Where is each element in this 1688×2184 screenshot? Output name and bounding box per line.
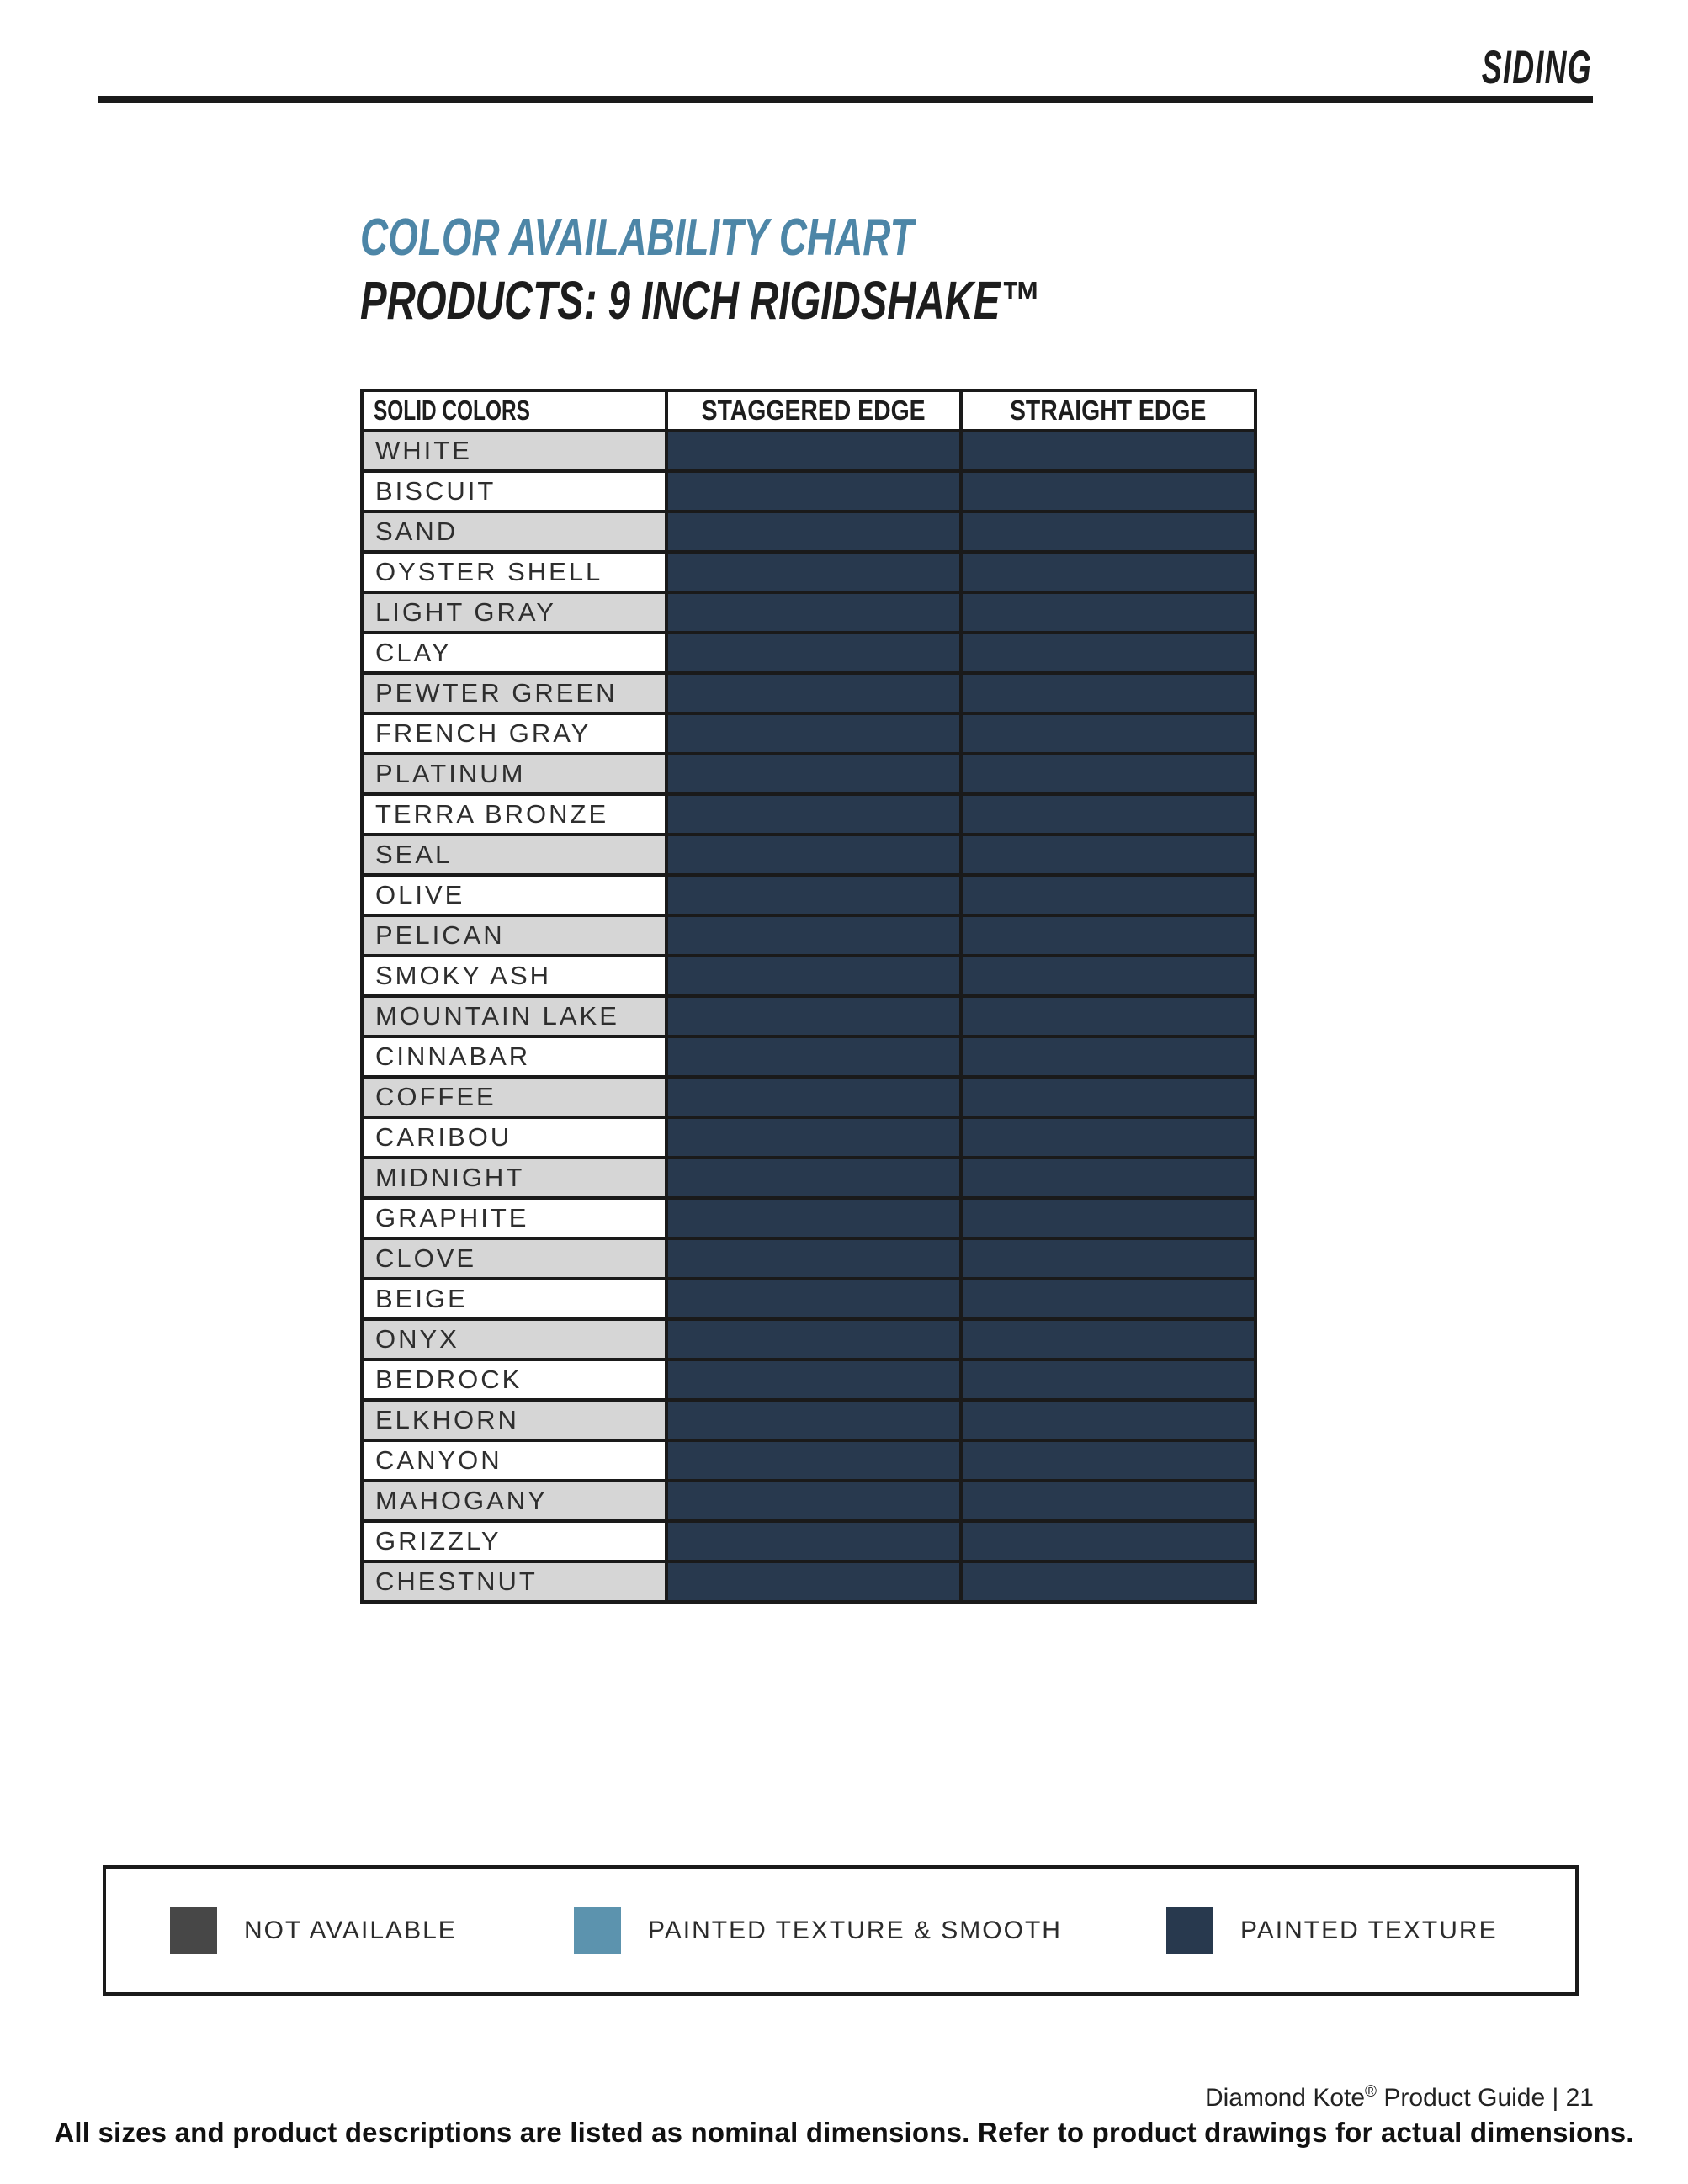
color-name-cell: OLIVE [362, 875, 666, 915]
availability-cell-straight [961, 552, 1255, 592]
availability-cell-straight [961, 875, 1255, 915]
column-header-solid-colors [362, 390, 666, 431]
availability-cell-staggered [666, 1360, 961, 1400]
availability-cell-straight [961, 956, 1255, 996]
table-row [362, 835, 1255, 875]
painted-texture-smooth-swatch [574, 1907, 621, 1954]
availability-cell-staggered [666, 592, 961, 633]
availability-cell-straight [961, 915, 1255, 956]
table-row [362, 915, 1255, 956]
table-row [362, 1117, 1255, 1158]
table-row [362, 592, 1255, 633]
color-availability-table [360, 389, 1257, 1604]
color-name-cell: ELKHORN [362, 1400, 666, 1440]
footer-brand: Diamond Kote [1204, 2084, 1366, 2112]
availability-cell-staggered [666, 552, 961, 592]
availability-cell-staggered [666, 754, 961, 794]
availability-cell-straight [961, 512, 1255, 552]
table-row [362, 633, 1255, 673]
column-header-solid-colors-text: SOLID COLORS [374, 395, 530, 426]
table-row [362, 1360, 1255, 1400]
table-row [362, 996, 1255, 1036]
not-available-swatch [170, 1907, 217, 1954]
color-name-cell: GRIZZLY [362, 1521, 666, 1561]
column-header-straight-edge [961, 390, 1255, 431]
availability-cell-staggered [666, 1238, 961, 1279]
color-name-cell: CINNABAR [362, 1036, 666, 1077]
table-row [362, 1198, 1255, 1238]
availability-cell-staggered [666, 673, 961, 713]
availability-cell-straight [961, 592, 1255, 633]
legend-label: PAINTED TEXTURE & SMOOTH [648, 1916, 1062, 1944]
column-header-staggered-edge [666, 390, 961, 431]
availability-cell-straight [961, 1238, 1255, 1279]
color-name-cell: BEIGE [362, 1279, 666, 1319]
availability-cell-straight [961, 1360, 1255, 1400]
table-row [362, 1279, 1255, 1319]
table-row [362, 1481, 1255, 1521]
footer-guide-line [1205, 2083, 1594, 2113]
table-row [362, 552, 1255, 592]
color-name-cell: CLAY [362, 633, 666, 673]
availability-cell-straight [961, 754, 1255, 794]
availability-cell-staggered [666, 633, 961, 673]
availability-cell-staggered [666, 1400, 961, 1440]
header-rule [98, 96, 1593, 103]
footer-note: All sizes and product descriptions are listed as nominal dimensions. Refer to product drawings for actual dimensions. [54, 2117, 1634, 2148]
availability-cell-straight [961, 1117, 1255, 1158]
availability-cell-staggered [666, 713, 961, 754]
color-name-cell: WHITE [362, 431, 666, 471]
availability-cell-straight [961, 1279, 1255, 1319]
table-row [362, 1077, 1255, 1117]
availability-cell-straight [961, 1158, 1255, 1198]
table-row [362, 1238, 1255, 1279]
availability-cell-staggered [666, 1036, 961, 1077]
column-header-straight-edge-text: STRAIGHT EDGE [1010, 395, 1207, 426]
availability-cell-staggered [666, 1077, 961, 1117]
table-row [362, 471, 1255, 512]
availability-cell-staggered [666, 1561, 961, 1602]
availability-cell-straight [961, 471, 1255, 512]
availability-cell-staggered [666, 1481, 961, 1521]
availability-cell-straight [961, 1319, 1255, 1360]
color-name-cell: BISCUIT [362, 471, 666, 512]
availability-cell-staggered [666, 1521, 961, 1561]
table-row [362, 875, 1255, 915]
color-name-cell: SMOKY ASH [362, 956, 666, 996]
availability-cell-staggered [666, 1198, 961, 1238]
availability-cell-straight [961, 1077, 1255, 1117]
chart-title-text: COLOR AVAILABILITY CHART [360, 209, 914, 267]
color-name-cell: GRAPHITE [362, 1198, 666, 1238]
availability-cell-staggered [666, 794, 961, 835]
availability-cell-staggered [666, 1319, 961, 1360]
color-name-cell: COFFEE [362, 1077, 666, 1117]
color-availability-table-wrap [360, 389, 1257, 1604]
color-name-cell: SEAL [362, 835, 666, 875]
products-subtitle [360, 270, 1279, 331]
availability-cell-staggered [666, 1440, 961, 1481]
table-row [362, 1319, 1255, 1360]
table-row [362, 1521, 1255, 1561]
availability-cell-staggered [666, 956, 961, 996]
availability-cell-straight [961, 1481, 1255, 1521]
color-name-cell: TERRA BRONZE [362, 794, 666, 835]
registered-mark: ® [1365, 2083, 1377, 2101]
color-name-cell: SAND [362, 512, 666, 552]
availability-cell-straight [961, 835, 1255, 875]
table-row [362, 1036, 1255, 1077]
color-name-cell: BEDROCK [362, 1360, 666, 1400]
legend-label: PAINTED TEXTURE [1240, 1916, 1498, 1944]
color-name-cell: PLATINUM [362, 754, 666, 794]
footer-guide-rest: Product Guide | 21 [1377, 2084, 1594, 2112]
table-row [362, 1158, 1255, 1198]
chart-title [360, 209, 1108, 267]
availability-cell-straight [961, 794, 1255, 835]
availability-cell-straight [961, 1561, 1255, 1602]
painted-texture-swatch [1166, 1907, 1213, 1954]
availability-cell-staggered [666, 996, 961, 1036]
table-header-row [362, 390, 1255, 431]
color-name-cell: PEWTER GREEN [362, 673, 666, 713]
legend-item-not-available [170, 1906, 457, 1955]
table-row [362, 673, 1255, 713]
availability-cell-straight [961, 996, 1255, 1036]
color-name-cell: LIGHT GRAY [362, 592, 666, 633]
products-subtitle-text: PRODUCTS: 9 INCH RIGIDSHAKE™ [360, 270, 1040, 331]
availability-cell-staggered [666, 431, 961, 471]
color-name-cell: MIDNIGHT [362, 1158, 666, 1198]
section-title-text: SIDING [1481, 40, 1592, 93]
availability-cell-straight [961, 1400, 1255, 1440]
availability-cell-straight [961, 1036, 1255, 1077]
availability-cell-staggered [666, 915, 961, 956]
table-row [362, 1400, 1255, 1440]
table-row [362, 1440, 1255, 1481]
availability-cell-staggered [666, 1117, 961, 1158]
availability-cell-staggered [666, 471, 961, 512]
availability-cell-straight [961, 1521, 1255, 1561]
section-title [1420, 40, 1592, 93]
legend-label: NOT AVAILABLE [244, 1916, 457, 1944]
availability-cell-straight [961, 673, 1255, 713]
table-row [362, 754, 1255, 794]
table-row [362, 713, 1255, 754]
table-row [362, 1561, 1255, 1602]
color-name-cell: FRENCH GRAY [362, 713, 666, 754]
legend-item-painted-texture-smooth [574, 1906, 1062, 1955]
color-name-cell: PELICAN [362, 915, 666, 956]
table-row [362, 431, 1255, 471]
availability-cell-straight [961, 431, 1255, 471]
availability-cell-staggered [666, 1158, 961, 1198]
availability-cell-staggered [666, 512, 961, 552]
color-name-cell: OYSTER SHELL [362, 552, 666, 592]
table-header [362, 390, 1255, 431]
availability-cell-straight [961, 1198, 1255, 1238]
availability-cell-straight [961, 713, 1255, 754]
availability-cell-straight [961, 1440, 1255, 1481]
color-name-cell: CLOVE [362, 1238, 666, 1279]
availability-cell-staggered [666, 875, 961, 915]
color-name-cell: MAHOGANY [362, 1481, 666, 1521]
color-name-cell: ONYX [362, 1319, 666, 1360]
color-name-cell: CANYON [362, 1440, 666, 1481]
availability-cell-staggered [666, 1279, 961, 1319]
color-name-cell: MOUNTAIN LAKE [362, 996, 666, 1036]
color-name-cell: CHESTNUT [362, 1561, 666, 1602]
column-header-staggered-edge-text: STAGGERED EDGE [702, 395, 926, 426]
table-row [362, 512, 1255, 552]
color-table-body [362, 431, 1255, 1602]
table-row [362, 956, 1255, 996]
color-name-cell: CARIBOU [362, 1117, 666, 1158]
availability-cell-straight [961, 633, 1255, 673]
table-row [362, 794, 1255, 835]
legend-item-painted-texture [1166, 1906, 1498, 1955]
legend [103, 1865, 1579, 1996]
availability-cell-staggered [666, 835, 961, 875]
